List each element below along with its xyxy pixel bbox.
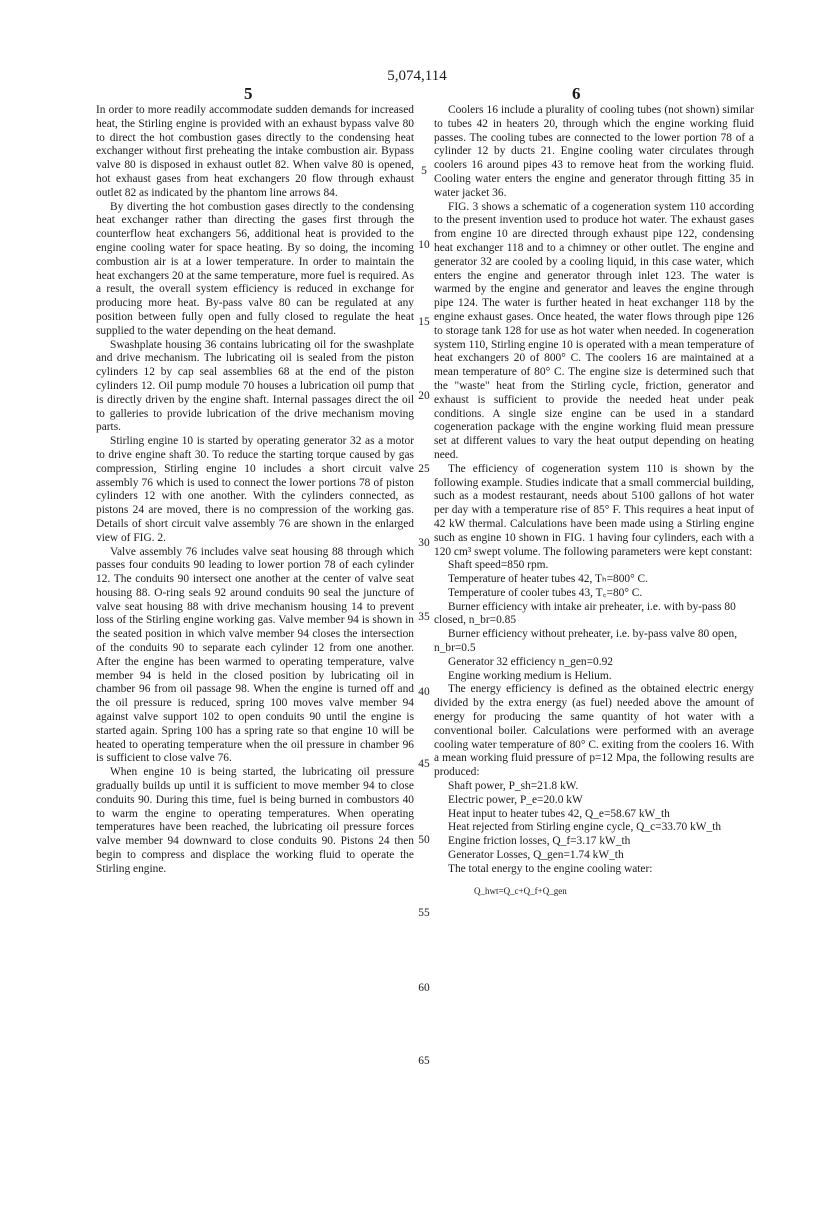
result-line: Heat rejected from Stirling engine cycle, Q_c=33.70 kW_th — [448, 821, 722, 834]
result-line: Engine friction losses, Q_f=3.17 kW_th — [448, 835, 631, 848]
paragraph: In order to more readily accommodate sudden demands for increased heat, the Stirling engine is provided with an exhaust bypass valve 80 to direct the hot combustion gases directly to the condensing heat exchanger without first preheating the intake combustion air. Bypass valve 80 is disposed in exhaust outlet 82. When valve 80 is opened, hot exhaust gases from heat exchangers 20 flow through exhaust outlet 82 as indicated by the phantom line arrows 84. — [96, 104, 414, 199]
line-number: 50 — [418, 834, 430, 846]
result-line: Heat input to heater tubes 42, Q_e=58.67 kW_th — [448, 807, 670, 820]
line-number: 55 — [418, 907, 430, 919]
equation: Q_hwt=Q_c+Q_f+Q_gen — [474, 885, 567, 896]
parameter-line: Generator 32 efficiency n_gen=0.92 — [448, 655, 613, 668]
paragraph: By diverting the hot combustion gases directly to the condensing heat exchanger rather than directing the gases first through the counterflow heat exchangers 56, additional heat is provided to the engine cooling water for space heating. By so doing, the incoming combustion air is at a lower temperature. In order to maintain the heat exchangers 20 at the same temperature, more fuel is required. As a result, the overall system efficiency is reduced in exchange for producing more heat. By-pass valve 80 can be regulated at any position between fully open and fully closed to regulate the heat supplied to the water depending on the heat demand. — [96, 200, 414, 337]
paragraph: When engine 10 is being started, the lubricating oil pressure gradually builds up until it is sufficient to move member 94 to close conduits 90. During this time, fuel is being burned in combustors 40 to warm the engine to operating temperatures. When operating temperatures have been reached, the lubricating oil pressure forces valve member 94 downward to close conduits 90. Pistons 24 then begin to compress and displace the working fluid to operate the Stirling engine. — [96, 766, 414, 875]
result-line: Shaft power, P_sh=21.8 kW. — [448, 780, 579, 793]
parameter-line: Burner efficiency without preheater, i.e. by-pass valve 80 open, n_br=0.5 — [434, 628, 738, 655]
parameter-line: Engine working medium is Helium. — [448, 669, 612, 682]
paragraph: Coolers 16 include a plurality of cooling tubes (not shown) similar to tubes 42 in heaters 20, through which the engine working fluid passes. The cooling tubes are connected to the lower portion 78 of a cylinder 12 by ducts 21. Engine cooling water circulates through coolers 16 around pipes 43 to remove heat from the working fluid. Cooling water enters the engine and generator through fitting 35 in water jacket 36. — [434, 104, 754, 199]
paragraph: Stirling engine 10 is started by operating generator 32 as a motor to drive engine shaft 30. To reduce the starting torque caused by gas compression, Stirling engine 10 includes a short circuit valve assembly 76 which is used to connect the lower portions 78 of piston cylinders 12 with one another. With the cylinders connected, as pistons 24 are moved, there is no compression of the working gas. Details of short circuit valve assembly 76 are shown in the enlarged view of FIG. 2. — [96, 435, 414, 544]
line-number: 45 — [418, 758, 430, 770]
line-number: 5 — [421, 165, 427, 177]
line-number: 60 — [418, 982, 430, 994]
paragraph: Swashplate housing 36 contains lubricating oil for the swashplate and drive mechanism. The lubricating oil is sealed from the piston cylinders 12 by cap seal assemblies 68 at the end of the piston cylinders 12. Oil pump module 70 houses a lubrication oil pump that is directly driven by the engine shaft. Internal passages direct the oil to galleries to provide lubrication of the drive mechanism moving parts. — [96, 338, 414, 434]
patent-number: 5,074,114 — [387, 68, 447, 84]
parameter-line: Burner efficiency with intake air preheater, i.e. with by-pass 80 closed, n_br=0.85 — [434, 600, 736, 627]
line-number: 40 — [418, 686, 430, 698]
line-number: 15 — [418, 316, 430, 328]
result-line: Electric power, P_e=20.0 kW — [448, 793, 583, 806]
result-line: Generator Losses, Q_gen=1.74 kW_th — [448, 849, 624, 862]
page-number-right: 6 — [572, 84, 581, 103]
line-number: 20 — [418, 390, 430, 402]
paragraph: The energy efficiency is defined as the obtained electric energy divided by the extra energy (as fuel) needed above the amount of energy for producing the same quantity of hot water with a conventional boiler. Calculations were performed with an average cooling water temperature of 80° C. exiting from the coolers 16. With a mean working fluid pressure of p=12 Mpa, the following results are produced: — [434, 683, 754, 779]
paragraph: Valve assembly 76 includes valve seat housing 88 through which passes four conduits 90 leading to lower portion 78 of each cylinder 12. The conduits 90 intersect one another at the center of valve seat housing 88. O-ring seals 92 around conduits 90 seal the juncture of valve seat housing 88 with drive mechanism housing 14 to prevent loss of the Stirling engine working gas. Valve member 94 is shown in the seated position in which valve member 94 closes the intersection of the conduits 90 to separate each cylinder 12 from one another. After the engine has been warmed to operating temperature, valve member 94 is held in the closed position by lubricating oil in chamber 96 from oil passage 98. When the engine is turned off and the oil pressure is reduced, spring 100 moves valve member 94 against valve support 102 to open conduits 90 until the engine is started again. Spring 100 has a spring rate so that engine 10 will be heated to operating temperature when the oil pressure in chamber 96 is sufficient to close valve 76. — [96, 545, 414, 765]
line-number: 35 — [418, 611, 430, 623]
parameter-line: Shaft speed=850 rpm. — [448, 559, 549, 572]
line-number: 30 — [418, 537, 430, 549]
paragraph: The efficiency of cogeneration system 110 is shown by the following example. Studies indicate that a small commercial building, such as a modest restaurant, needs about 5100 gallons of hot water per day with a temperature rise of 85° F. This requires a heat input of 42 kW thermal. Calculations have been made using a Stirling engine such as engine 10 shown in FIG. 1 having four cylinders, each with a 120 cm³ swept volume. The following parameters were kept constant: — [434, 462, 754, 558]
left-column — [96, 104, 414, 877]
paragraph: FIG. 3 shows a schematic of a cogeneration system 110 according to the present invention used to produce hot water. The exhaust gases from engine 10 are directed through exhaust pipe 122, condensing heat exchanger 118 and to a chimney or other outlet. The engine and generator 32 are cooled by a cooling liquid, in this case water, which enters the engine and generator through inlet 123. The water is warmed by the engine and generator and leaves the engine through pipe 124. The water is further heated in heat exchanger 118 by the engine exhaust gases. Once heated, the water flows through pipe 126 to storage tank 128 for use as hot water when needed. In cogeneration system 110, Stirling engine 10 is operated with a mean temperature of heat exchangers 20 of 800° C. The coolers 16 are maintained at a mean temperature of 80° C. The engine size is determined such that the "waste" heat from the Stirling cycle, friction, generator and exhaust is sufficient to provide the needed heat under peak conditions. A single size engine can be used in a standard cogeneration package with the engine working fluid mean pressure set at different values to vary the heat output depending on heating need. — [434, 200, 754, 461]
right-column — [434, 104, 754, 898]
parameter-line: Temperature of cooler tubes 43, T꜀=80° C. — [448, 586, 643, 599]
line-number: 65 — [418, 1055, 430, 1067]
line-number: 10 — [418, 239, 430, 251]
line-number: 25 — [418, 463, 430, 475]
result-line: The total energy to the engine cooling water: — [448, 862, 653, 875]
parameter-line: Temperature of heater tubes 42, Tₕ=800° C. — [448, 573, 648, 586]
page-number-left: 5 — [244, 84, 253, 103]
